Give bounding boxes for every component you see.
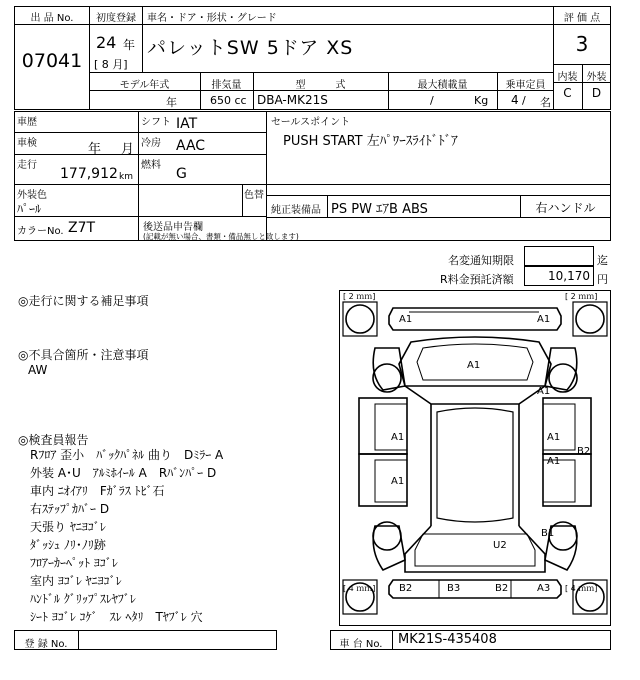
damage-mark: B2 bbox=[577, 446, 591, 457]
exterior-color-value: ﾊﾟｰﾙ bbox=[17, 202, 42, 216]
history-label: 車歴 bbox=[17, 117, 37, 128]
inspector-report-line: ﾊﾝﾄﾞﾙ ｸﾞﾘｯﾌﾟｽﾚﾔﾌﾞﾚ bbox=[30, 592, 136, 606]
damage-mark: A1 bbox=[399, 314, 413, 325]
model-year-unit: 年 bbox=[166, 96, 177, 109]
capacity-value: 4 bbox=[511, 93, 519, 107]
inspector-report-line: ﾀﾞｯｼｭ ﾉﾘ･ﾉﾘ跡 bbox=[30, 538, 106, 552]
max-load-unit: Kg bbox=[474, 94, 489, 107]
name-change-deadline-box bbox=[524, 246, 594, 266]
recycle-fee-value: 10,170 bbox=[548, 269, 590, 283]
damage-mark: A1 bbox=[547, 432, 561, 443]
inspector-report-line: 室内 ﾖｺﾞﾚ ﾔﾆﾖｺﾞﾚ bbox=[30, 574, 122, 588]
max-load-slash: / bbox=[430, 94, 434, 107]
inspector-report-line: ﾌﾛｱｰｶｰﾍﾟｯﾄ ﾖｺﾞﾚ bbox=[30, 556, 118, 570]
name-change-deadline-label: 名変通知期限 bbox=[448, 254, 514, 267]
registration-no-label: 登 録 No. bbox=[24, 639, 68, 650]
lot-number: 07041 bbox=[21, 50, 83, 72]
car-damage-diagram bbox=[339, 290, 611, 626]
recycle-fee-unit: 円 bbox=[597, 273, 608, 286]
inspector-report-line: 天張り ﾔﾆﾖｺﾞﾚ bbox=[30, 520, 106, 534]
mileage-unit: km bbox=[119, 172, 133, 182]
damage-mark: B3 bbox=[447, 583, 461, 594]
damage-mark: A3 bbox=[537, 583, 551, 594]
car-name-label: 車名・ドア・形状・グレード bbox=[147, 13, 277, 24]
displacement-label: 排気量 bbox=[211, 80, 242, 91]
damage-mark: A1 bbox=[547, 456, 561, 467]
fuel-label: 燃料 bbox=[141, 160, 161, 171]
tire-rear-right-label: [ 4 ｍｍ] bbox=[565, 584, 598, 593]
damage-mark: A1 bbox=[467, 360, 481, 371]
interior-grade: C bbox=[563, 86, 572, 100]
defect-notes-title: ◎不具合箇所・注意事項 bbox=[18, 348, 149, 362]
inspection-month-unit: 月 bbox=[121, 142, 135, 157]
chassis-no: MK21S-435408 bbox=[398, 632, 497, 647]
interior-label: 内装 bbox=[557, 72, 578, 83]
damage-mark: A1 bbox=[391, 432, 405, 443]
sales-point: PUSH START 左ﾊﾟﾜｰｽﾗｲﾄﾞﾄﾞｱ bbox=[283, 134, 458, 149]
tire-rear-left-label: [ 4 ｍｍ] bbox=[343, 584, 376, 593]
type-label: 型 式 bbox=[295, 80, 346, 91]
later-documents-note: (記載が無い場合、書類・備品無しと致します) bbox=[143, 232, 299, 241]
overall-rating: 3 bbox=[575, 32, 589, 56]
inspector-report-line: 外装 A･U ｱﾙﾐﾎｲｰﾙ A Rﾊﾞﾝﾊﾟｰ D bbox=[30, 466, 217, 480]
first-registration-year-unit: 年 bbox=[123, 38, 136, 52]
first-registration-month: [ 8 月] bbox=[94, 58, 128, 71]
inspection-year-unit: 年 bbox=[88, 142, 102, 157]
lot-number-label: 出 品 No. bbox=[30, 13, 74, 24]
tire-front-right-label: [ 2 ｍｍ] bbox=[565, 292, 598, 301]
first-registration-label: 初度登録 bbox=[96, 13, 136, 24]
damage-mark: U2 bbox=[493, 540, 507, 551]
model-year-label: モデル年式 bbox=[119, 80, 170, 91]
damage-mark: B2 bbox=[495, 583, 509, 594]
exterior-color-label: 外装色 bbox=[17, 190, 47, 201]
damage-mark: A1 bbox=[537, 314, 551, 325]
car-outline bbox=[339, 290, 611, 626]
capacity-unit: 名 bbox=[540, 96, 551, 109]
shift-value: IAT bbox=[176, 116, 198, 132]
exterior-grade: D bbox=[591, 86, 602, 100]
damage-mark: B1 bbox=[541, 528, 555, 539]
later-documents-label: 後送品申告欄 bbox=[143, 222, 203, 233]
ac-label: 冷房 bbox=[141, 138, 161, 149]
inspector-report-line: 車内 ﾆｵｲｱﾘ Fｶﾞﾗｽ ﾄﾋﾞ石 bbox=[30, 484, 165, 498]
capacity-slash: / bbox=[522, 94, 526, 107]
genuine-equipment-label: 純正装備品 bbox=[271, 205, 321, 216]
inspector-report-line: 右ｽﾃｯﾌﾟｶﾊﾞｰ D bbox=[30, 502, 110, 516]
tire-front-left-label: [ 2 ｍｍ] bbox=[343, 292, 376, 301]
color-no-label: カラーNo. bbox=[17, 226, 64, 237]
inspector-report-line: ｼｰﾄ ﾖｺﾞﾚ ｺｹﾞ ｽﾚ ﾍﾀﾘ Tﾔﾌﾞﾚ 穴 bbox=[30, 610, 203, 624]
color-no-value: Z7T bbox=[68, 220, 96, 236]
damage-mark: A1 bbox=[537, 386, 551, 397]
capacity-label: 乗車定員 bbox=[505, 80, 546, 91]
exterior-label: 外装 bbox=[586, 72, 607, 83]
ac-value: AAC bbox=[176, 138, 206, 154]
fuel-value: G bbox=[176, 166, 187, 182]
driving-notes-title: ◎走行に関する補足事項 bbox=[18, 294, 149, 308]
rating-label: 評 価 点 bbox=[563, 13, 601, 24]
car-name: パレットSW 5ドア XS bbox=[147, 37, 354, 59]
mileage-value: 177,912 bbox=[60, 166, 118, 182]
first-registration-year: 24 bbox=[96, 33, 117, 52]
name-change-deadline-unit: 迄 bbox=[597, 254, 608, 267]
inspection-label: 車検 bbox=[17, 138, 37, 149]
recolor-label: 色替 bbox=[244, 190, 264, 201]
defect-notes-text: AW bbox=[28, 363, 48, 377]
steering-side: 右ハンドル bbox=[535, 201, 596, 215]
damage-mark: A1 bbox=[391, 476, 405, 487]
damage-mark: B2 bbox=[399, 583, 413, 594]
max-load-label: 最大積載量 bbox=[417, 80, 468, 91]
displacement: 650 cc bbox=[210, 94, 247, 107]
recycle-fee-label: R料金預託済額 bbox=[440, 273, 514, 286]
genuine-equipment: PS PW ｴｱB ABS bbox=[331, 202, 428, 217]
model-type: DBA-MK21S bbox=[257, 93, 328, 107]
sales-point-label: セールスポイント bbox=[271, 117, 351, 128]
inspector-report-line: Rﾌﾛｱ 歪小 ﾊﾞｯｸﾊﾟﾈﾙ 曲り Dﾐﾗｰ A bbox=[30, 448, 224, 462]
inspector-report-title: ◎検査員報告 bbox=[18, 433, 89, 447]
shift-label: シフト bbox=[141, 117, 171, 128]
mileage-label: 走行 bbox=[17, 160, 37, 171]
chassis-no-label: 車 台 No. bbox=[339, 639, 383, 650]
